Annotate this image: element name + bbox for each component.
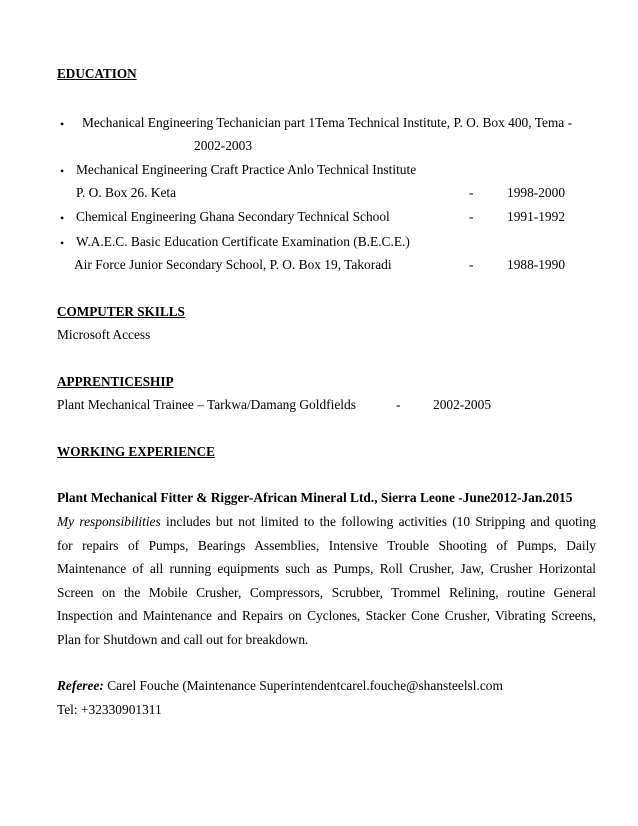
education-item-1-line1: Mechanical Engineering Techanician part 1Tema Technical Institute, P. O. Box 400, Tema - [82, 115, 573, 130]
referee-tel: Tel: +32330901311 [57, 702, 162, 717]
apprenticeship-years: 2002-2005 [433, 397, 492, 412]
responsibilities-text-1: includes but not limited to the following activities (10 Stripping and quoting [166, 514, 596, 529]
referee-line [57, 678, 503, 694]
apprenticeship-dash: - [396, 397, 401, 412]
referee-label: Referee: [57, 678, 104, 693]
bullet-icon: • [60, 164, 65, 178]
computer-skills-heading: COMPUTER SKILLS [57, 304, 185, 319]
education-item-4-dash: - [469, 257, 474, 272]
responsibilities-line-5: Inspection and Maintenance and Repairs on Cyclones, Stacker Cone Crusher, Vibrating Screens, [57, 608, 596, 623]
apprenticeship-item: Plant Mechanical Trainee – Tarkwa/Damang Goldfields [57, 397, 356, 412]
bullet-icon: • [60, 236, 65, 250]
job-title: Plant Mechanical Fitter & Rigger-African Mineral Ltd., Sierra Leone -June2012-Jan.2015 [57, 490, 573, 505]
responsibilities-line-4: Screen on the Mobile Crusher, Compressors, Scrubber, Trommel Relining, routine General [57, 585, 596, 600]
education-item-3-line1: Chemical Engineering Ghana Secondary Technical School [76, 209, 390, 224]
responsibilities-line-6: Plan for Shutdown and call out for breakdown. [57, 632, 309, 647]
education-item-2-line1: Mechanical Engineering Craft Practice Anlo Technical Institute [76, 162, 417, 177]
education-item-3-years: 1991-1992 [507, 209, 566, 224]
responsibilities-line-1 [57, 514, 596, 530]
education-item-3-dash: - [469, 209, 474, 224]
education-item-2-line2: P. O. Box 26. Keta [76, 185, 177, 200]
education-item-2-years: 1998-2000 [507, 185, 566, 200]
responsibilities-line-2: for repairs of Pumps, Bearings Assemblies, Intensive Trouble Shooting of Pumps, Daily [57, 538, 596, 553]
apprenticeship-heading: APPRENTICESHIP [57, 374, 174, 389]
bullet-icon: • [60, 211, 65, 225]
education-item-4-line1: W.A.E.C. Basic Education Certificate Examination (B.E.C.E.) [76, 234, 410, 249]
education-heading: EDUCATION [57, 66, 137, 81]
responsibilities-line-3: Maintenance of all running equipments such as Pumps, Roll Crusher, Jaw, Crusher Horizontal [57, 561, 596, 576]
working-experience-heading: WORKING EXPERIENCE [57, 444, 215, 459]
bullet-icon: • [60, 117, 65, 131]
education-item-4-line2: Air Force Junior Secondary School, P. O. Box 19, Takoradi [74, 257, 392, 272]
referee-text: Carel Fouche (Maintenance Superintendentcarel.fouche@shansteelsl.com [107, 678, 503, 693]
responsibilities-label: My responsibilities [57, 514, 161, 529]
education-item-2-dash: - [469, 185, 474, 200]
education-item-1-line2: 2002-2003 [194, 138, 253, 153]
education-item-4-years: 1988-1990 [507, 257, 566, 272]
computer-skills-item: Microsoft Access [57, 327, 151, 342]
